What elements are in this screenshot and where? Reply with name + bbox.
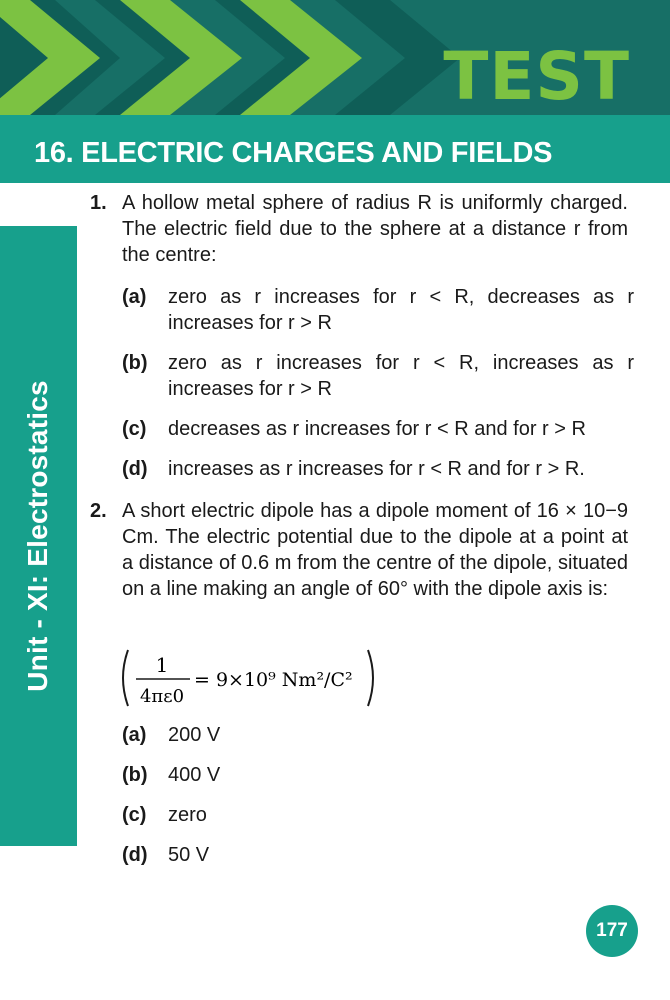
formula-denominator: 4πε0 bbox=[139, 686, 185, 707]
option-text: 400 V bbox=[168, 764, 221, 786]
formula-rhs: = 9×10⁹ Nm²/C² bbox=[194, 669, 353, 691]
question-number: 2. bbox=[90, 500, 107, 522]
option-text: 200 V bbox=[168, 724, 221, 746]
header-banner bbox=[0, 0, 670, 115]
option-label: (b) bbox=[122, 764, 148, 786]
option-label: (d) bbox=[122, 458, 148, 480]
option-label: (d) bbox=[122, 844, 148, 866]
question-stem: A hollow metal sphere of radius R is uniformly charged. The electric field due to the sphere at a distance r from the centre: bbox=[122, 192, 628, 266]
question-number: 1. bbox=[90, 192, 107, 214]
option-label: (a) bbox=[122, 286, 147, 308]
chapter-title: 16. ELECTRIC CHARGES AND FIELDS bbox=[34, 137, 553, 169]
option-label: (c) bbox=[122, 418, 147, 440]
option-text: decreases as r increases for r < R and for r > R bbox=[168, 418, 586, 440]
option-text: 50 V bbox=[168, 844, 210, 866]
option-label: (a) bbox=[122, 724, 147, 746]
option-text: increases as r increases for r < R and for r > R. bbox=[168, 458, 585, 480]
page-number-badge: 177 bbox=[586, 905, 638, 957]
test-label: TEST bbox=[443, 38, 630, 115]
formula-numerator: 1 bbox=[155, 653, 169, 677]
option-label: (c) bbox=[122, 804, 147, 826]
question-stem: A short electric dipole has a dipole moment of 16 × 10−9 Cm. The electric potential due to the dipole at a point at a distance of 0.6 m from the centre of the dipole, situated on a line making an angle of 60° with the dipole axis is: bbox=[122, 500, 628, 600]
unit-side-label: Unit - XI: Electrostatics bbox=[22, 380, 53, 692]
option-label: (b) bbox=[122, 352, 148, 374]
coulomb-constant-formula bbox=[118, 646, 378, 710]
option-text: zero bbox=[168, 804, 207, 826]
option-text: zero as r increases for r < R, decreases as r increases for r > R bbox=[168, 286, 634, 334]
option-text: zero as r increases for r < R, increases as r increases for r > R bbox=[168, 352, 634, 400]
